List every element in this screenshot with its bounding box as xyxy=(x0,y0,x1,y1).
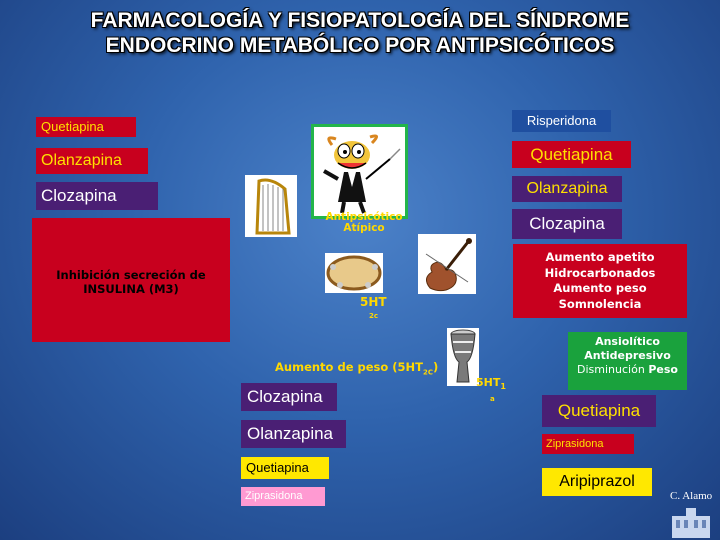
anxiolytic-antidepressant-box xyxy=(568,332,687,390)
university-building-image xyxy=(668,506,714,538)
weight-gain-subscript: 2C xyxy=(423,368,434,377)
left-olanzapina-label: Olanzapina xyxy=(36,148,148,174)
appetite-increase-box xyxy=(513,244,687,318)
building-icon xyxy=(668,506,714,538)
anxiolytic-line-3b: Peso xyxy=(648,363,678,376)
appetite-line-3: Aumento peso xyxy=(553,281,647,295)
title-line-2: ENDOCRINO METABÓLICO POR ANTIPSICÓTICOS xyxy=(105,34,615,57)
harp-icon xyxy=(245,175,297,237)
antipsychotic-atypical-label xyxy=(318,212,410,234)
receptor-5ht1a-label xyxy=(476,376,506,391)
right-risperidona-label: Risperidona xyxy=(512,110,611,132)
anxiolytic-line-1: Ansiolítico xyxy=(595,335,660,348)
insulin-line-2: INSULINA (M3) xyxy=(83,282,179,296)
right-quetiapina-label: Quetiapina xyxy=(512,141,631,168)
weight-gain-label xyxy=(275,360,438,376)
receptor-5ht1a-text: 5HT xyxy=(476,376,501,389)
anxiolytic-line-2: Antidepresivo xyxy=(584,349,671,362)
weight-gain-ziprasidona-label: Ziprasidona xyxy=(241,487,325,506)
anxiolytic-aripiprazol-label: Aripiprazol xyxy=(542,468,652,496)
violin-icon xyxy=(418,234,476,294)
conductor-cartoon-image xyxy=(311,124,408,219)
left-clozapina-label: Clozapina xyxy=(36,182,158,210)
right-olanzapina-label: Olanzapina xyxy=(512,176,622,202)
drum-icon xyxy=(447,328,479,386)
receptor-5ht2c-subscript: 2c xyxy=(369,312,379,320)
drum-image xyxy=(447,328,479,386)
receptor-5ht1a-subscript: 1 xyxy=(500,382,506,392)
right-clozapina-label: Clozapina xyxy=(512,209,622,239)
weight-gain-text: Aumento de peso (5HT xyxy=(275,360,424,374)
conductor-cartoon-icon xyxy=(314,127,405,216)
receptor-5ht2c-label xyxy=(360,295,387,309)
harp-image xyxy=(245,175,297,237)
insulin-line-1: Inhibición secreción de xyxy=(56,268,206,282)
weight-gain-olanzapina-label: Olanzapina xyxy=(241,420,346,448)
left-quetiapina-label: Quetiapina xyxy=(36,117,136,137)
anxiolytic-quetiapina-label: Quetiapina xyxy=(542,395,656,427)
appetite-line-4: Somnolencia xyxy=(558,296,642,311)
anxiolytic-line-3a: Disminución xyxy=(577,363,645,376)
appetite-line-1: Aumento apetito xyxy=(545,250,655,264)
anxiolytic-ziprasidona-label: Ziprasidona xyxy=(542,434,634,454)
receptor-5ht2c-text: 5HT xyxy=(360,295,387,309)
violin-image xyxy=(418,234,476,294)
insulin-inhibition-box xyxy=(32,218,230,342)
appetite-line-2: Hidrocarbonados xyxy=(544,265,656,280)
antipsychotic-line-1: Antipsicótico xyxy=(325,211,403,223)
page-title xyxy=(20,8,700,58)
title-line-1: FARMACOLOGÍA Y FISIOPATOLOGÍA DEL SÍNDROME xyxy=(90,9,630,32)
weight-gain-quetiapina-label: Quetiapina xyxy=(241,457,329,479)
antipsychotic-line-2: Atípico xyxy=(343,222,385,234)
receptor-5ht1a-subscript-a: a xyxy=(490,395,495,403)
tambourine-icon xyxy=(325,253,383,293)
weight-gain-close: ) xyxy=(433,360,439,374)
weight-gain-clozapina-label: Clozapina xyxy=(241,383,337,411)
author-name: C. Alamo xyxy=(670,490,713,502)
tambourine-image xyxy=(325,253,383,293)
anxiolytic-line-3 xyxy=(568,363,687,377)
